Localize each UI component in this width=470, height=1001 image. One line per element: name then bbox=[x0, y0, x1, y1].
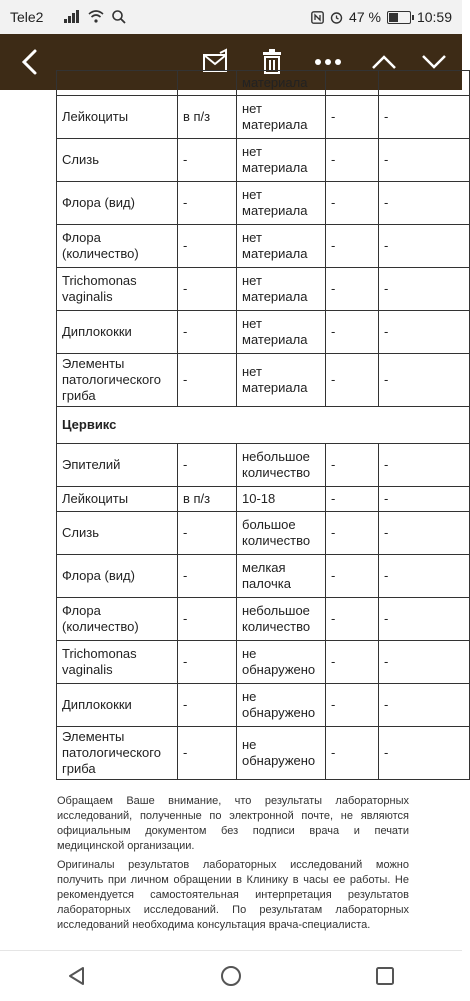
test-result: нет материала bbox=[237, 311, 326, 354]
signal-indicators bbox=[64, 10, 126, 24]
test-unit: - bbox=[178, 182, 237, 225]
test-name: Слизь bbox=[57, 139, 178, 182]
test-result: нет материала bbox=[237, 139, 326, 182]
table-row bbox=[57, 268, 470, 311]
test-comment: - bbox=[379, 641, 470, 684]
table-cell: материала bbox=[237, 71, 326, 96]
nfc-icon bbox=[311, 11, 324, 24]
test-unit: - bbox=[178, 225, 237, 268]
test-name: Trichomonas vaginalis bbox=[57, 641, 178, 684]
results-table bbox=[56, 70, 470, 780]
table-row bbox=[57, 512, 470, 555]
test-comment: - bbox=[379, 268, 470, 311]
test-name: Флора (вид) bbox=[57, 182, 178, 225]
table-row bbox=[57, 71, 470, 96]
more-icon bbox=[314, 58, 342, 66]
test-name: Эпителий bbox=[57, 444, 178, 487]
section-row bbox=[57, 407, 470, 444]
disclaimer bbox=[57, 794, 409, 937]
table-row bbox=[57, 641, 470, 684]
table-row bbox=[57, 684, 470, 727]
test-name: Флора (количество) bbox=[57, 598, 178, 641]
test-unit: в п/з bbox=[178, 96, 237, 139]
test-ref: - bbox=[326, 225, 379, 268]
test-unit: - bbox=[178, 268, 237, 311]
test-comment: - bbox=[379, 684, 470, 727]
table-row bbox=[57, 727, 470, 780]
test-ref: - bbox=[326, 354, 379, 407]
test-comment: - bbox=[379, 311, 470, 354]
test-name: Лейкоциты bbox=[57, 96, 178, 139]
test-name: Элементы патологического гриба bbox=[57, 727, 178, 780]
test-ref: - bbox=[326, 598, 379, 641]
test-unit: - bbox=[178, 684, 237, 727]
table-row bbox=[57, 96, 470, 139]
alarm-icon bbox=[330, 11, 343, 24]
test-comment: - bbox=[379, 512, 470, 555]
test-result: не обнаружено bbox=[237, 641, 326, 684]
carrier-name: Tele2 bbox=[10, 9, 44, 25]
test-ref: - bbox=[326, 487, 379, 512]
section-title: Цервикс bbox=[57, 407, 470, 444]
test-comment: - bbox=[379, 555, 470, 598]
test-result: 10-18 bbox=[237, 487, 326, 512]
test-result: нет материала bbox=[237, 354, 326, 407]
back-button[interactable] bbox=[10, 34, 50, 90]
table-row bbox=[57, 444, 470, 487]
email-body[interactable] bbox=[0, 75, 462, 950]
status-bar bbox=[0, 0, 462, 34]
signal-icon bbox=[64, 10, 80, 23]
table-row bbox=[57, 354, 470, 407]
test-name: Слизь bbox=[57, 512, 178, 555]
test-ref: - bbox=[326, 555, 379, 598]
test-unit: - bbox=[178, 512, 237, 555]
test-name: Trichomonas vaginalis bbox=[57, 268, 178, 311]
table-row bbox=[57, 225, 470, 268]
nav-recents-button[interactable] bbox=[365, 956, 405, 996]
test-result: нет материала bbox=[237, 225, 326, 268]
table-row bbox=[57, 555, 470, 598]
table-row bbox=[57, 487, 470, 512]
test-ref: - bbox=[326, 684, 379, 727]
nav-home-button[interactable] bbox=[211, 956, 251, 996]
test-comment: - bbox=[379, 354, 470, 407]
nav-back-button[interactable] bbox=[57, 956, 97, 996]
system-nav-bar bbox=[0, 950, 462, 1001]
table-row bbox=[57, 311, 470, 354]
status-right bbox=[311, 9, 452, 25]
test-ref: - bbox=[326, 96, 379, 139]
test-result: нет материала bbox=[237, 268, 326, 311]
test-comment: - bbox=[379, 225, 470, 268]
test-unit: - bbox=[178, 444, 237, 487]
test-result: не обнаружено bbox=[237, 684, 326, 727]
test-result: нет материала bbox=[237, 182, 326, 225]
test-name: Диплококки bbox=[57, 311, 178, 354]
table-row bbox=[57, 139, 470, 182]
battery-percent: 47 % bbox=[349, 9, 381, 25]
test-name: Элементы патологического гриба bbox=[57, 354, 178, 407]
test-ref: - bbox=[326, 727, 379, 780]
triangle-back-icon bbox=[66, 965, 88, 987]
table-row bbox=[57, 598, 470, 641]
test-comment: - bbox=[379, 139, 470, 182]
clock: 10:59 bbox=[416, 9, 452, 25]
test-comment: - bbox=[379, 182, 470, 225]
test-unit: - bbox=[178, 311, 237, 354]
test-unit: - bbox=[178, 641, 237, 684]
test-unit: - bbox=[178, 727, 237, 780]
test-comment: - bbox=[379, 444, 470, 487]
test-unit: - bbox=[178, 598, 237, 641]
search-icon bbox=[112, 10, 126, 24]
battery-icon bbox=[387, 11, 411, 24]
test-result: небольшое количество bbox=[237, 444, 326, 487]
test-ref: - bbox=[326, 444, 379, 487]
test-unit: - bbox=[178, 555, 237, 598]
back-icon bbox=[20, 49, 40, 75]
test-name: Флора (вид) bbox=[57, 555, 178, 598]
test-ref: - bbox=[326, 641, 379, 684]
test-ref: - bbox=[326, 268, 379, 311]
disclaimer-paragraph: Обращаем Ваше внимание, что результаты лабораторных исследований, полученные по электронной почте, не являются официальным документом без подписи врача и печати медицинской организации. bbox=[57, 795, 409, 852]
test-unit: - bbox=[178, 354, 237, 407]
test-comment: - bbox=[379, 96, 470, 139]
test-ref: - bbox=[326, 311, 379, 354]
test-unit: в п/з bbox=[178, 487, 237, 512]
wifi-icon bbox=[88, 10, 104, 23]
square-recents-icon bbox=[375, 966, 395, 986]
test-ref: - bbox=[326, 139, 379, 182]
chevron-up-icon bbox=[371, 54, 397, 70]
test-ref: - bbox=[326, 512, 379, 555]
test-name: Флора (количество) bbox=[57, 225, 178, 268]
test-comment: - bbox=[379, 487, 470, 512]
test-comment: - bbox=[379, 727, 470, 780]
chevron-down-icon bbox=[421, 54, 447, 70]
test-name: Лейкоциты bbox=[57, 487, 178, 512]
test-name: Диплококки bbox=[57, 684, 178, 727]
test-ref: - bbox=[326, 182, 379, 225]
circle-home-icon bbox=[220, 965, 242, 987]
test-result: большое количество bbox=[237, 512, 326, 555]
test-result: мелкая палочка bbox=[237, 555, 326, 598]
test-comment: - bbox=[379, 598, 470, 641]
table-row bbox=[57, 182, 470, 225]
test-result: нет материала bbox=[237, 96, 326, 139]
disclaimer-paragraph: Оригиналы результатов лабораторных исследований можно получить при личном обращении в Клинику в часы ее работы. Не рекомендуется самостоятельная интерпретация результатов лабораторных исследований. По результатам лабораторных исследований необходима консультация врача-специалиста. bbox=[57, 859, 409, 931]
test-result: небольшое количество bbox=[237, 598, 326, 641]
test-unit: - bbox=[178, 139, 237, 182]
test-result: не обнаружено bbox=[237, 727, 326, 780]
